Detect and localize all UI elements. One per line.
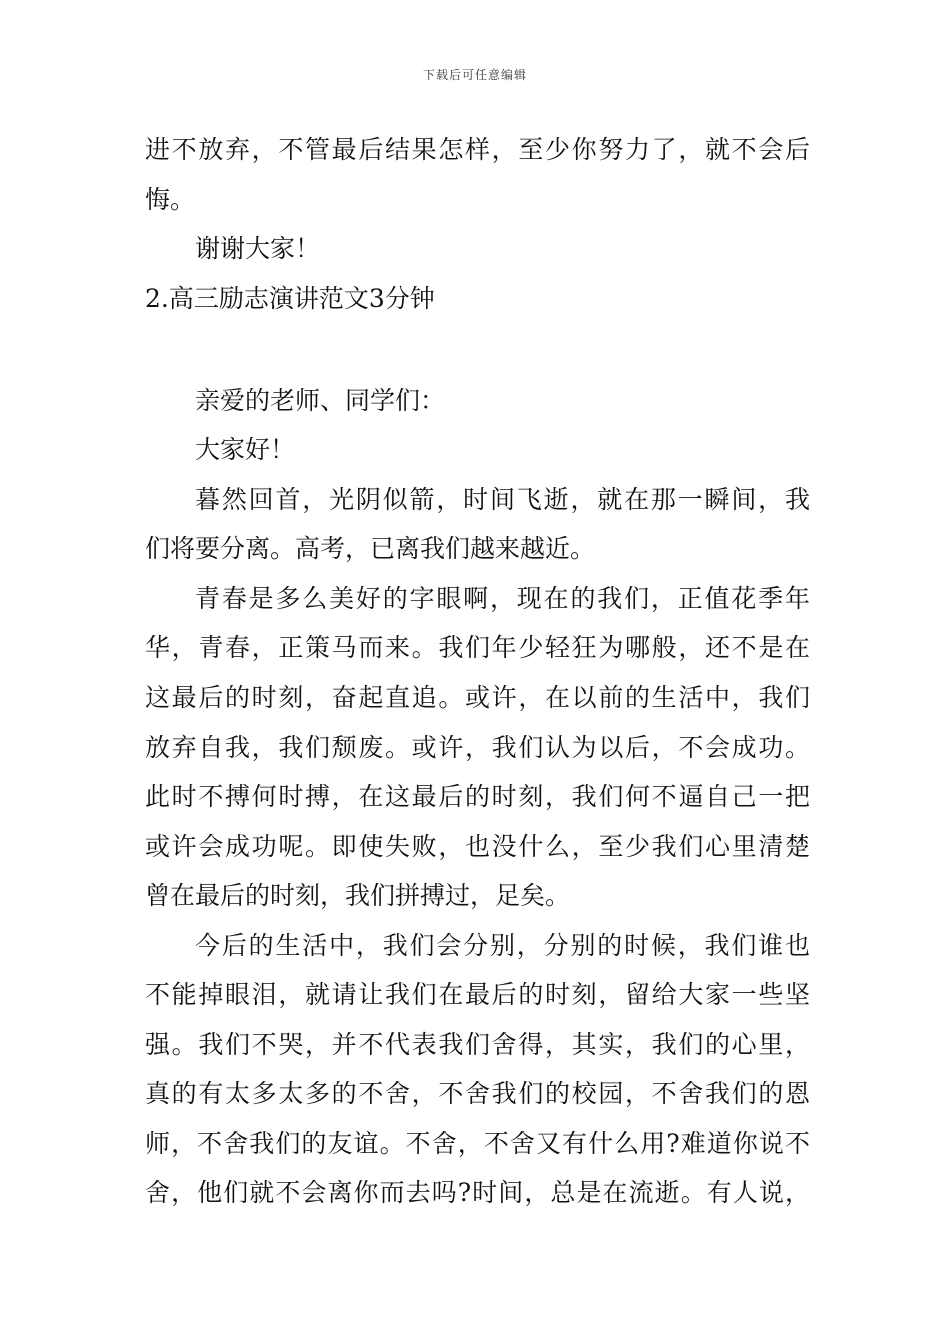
paragraph-line: 这最后的时刻，奋起直追。或许，在以前的生活中，我们: [145, 683, 810, 712]
closing-line: 谢谢大家！: [195, 234, 321, 263]
page-header: 下载后可任意编辑: [422, 68, 527, 82]
paragraph-line: 悔。: [145, 185, 196, 214]
paragraph-line: 舍，他们就不会离你而去吗?时间，总是在流逝。有人说，: [145, 1178, 810, 1207]
greeting-line: 大家好！: [195, 435, 296, 464]
paragraph-line: 或许会成功呢。即使失败，也没什么，至少我们心里清楚: [145, 832, 810, 861]
paragraph-line: 真的有太多太多的不舍，不舍我们的校园，不舍我们的恩: [145, 1079, 810, 1108]
paragraph-line: 暮然回首，光阴似箭，时间飞逝，就在那一瞬间，我: [195, 485, 810, 514]
paragraph-line: 此时不搏何时搏，在这最后的时刻，我们何不逼自己一把: [145, 782, 810, 811]
paragraph-line: 华，青春，正策马而来。我们年少轻狂为哪般，还不是在: [145, 633, 810, 662]
salutation-line: 亲爱的老师、同学们：: [195, 386, 446, 415]
paragraph-line: 强。我们不哭，并不代表我们舍得，其实，我们的心里，: [145, 1030, 810, 1059]
paragraph-line: 进不放弃，不管最后结果怎样，至少你努力了，就不会后: [145, 135, 810, 164]
paragraph-line: 今后的生活中，我们会分别，分别的时候，我们谁也: [195, 931, 810, 960]
paragraph-line: 不能掉眼泪，就请让我们在最后的时刻，留给大家一些坚: [145, 980, 810, 1009]
paragraph-line: 放弃自我，我们颓废。或许，我们认为以后，不会成功。: [145, 733, 810, 762]
paragraph-line: 师，不舍我们的友谊。不舍，不舍又有什么用?难道你说不: [145, 1129, 810, 1158]
paragraph-line: 们将要分离。高考，已离我们越来越近。: [145, 534, 596, 563]
paragraph-line: 曾在最后的时刻，我们拼搏过，足矣。: [145, 881, 571, 910]
paragraph-line: 青春是多么美好的字眼啊，现在的我们，正值花季年: [195, 584, 810, 613]
section-heading: 2.高三励志演讲范文3分钟: [145, 284, 435, 313]
